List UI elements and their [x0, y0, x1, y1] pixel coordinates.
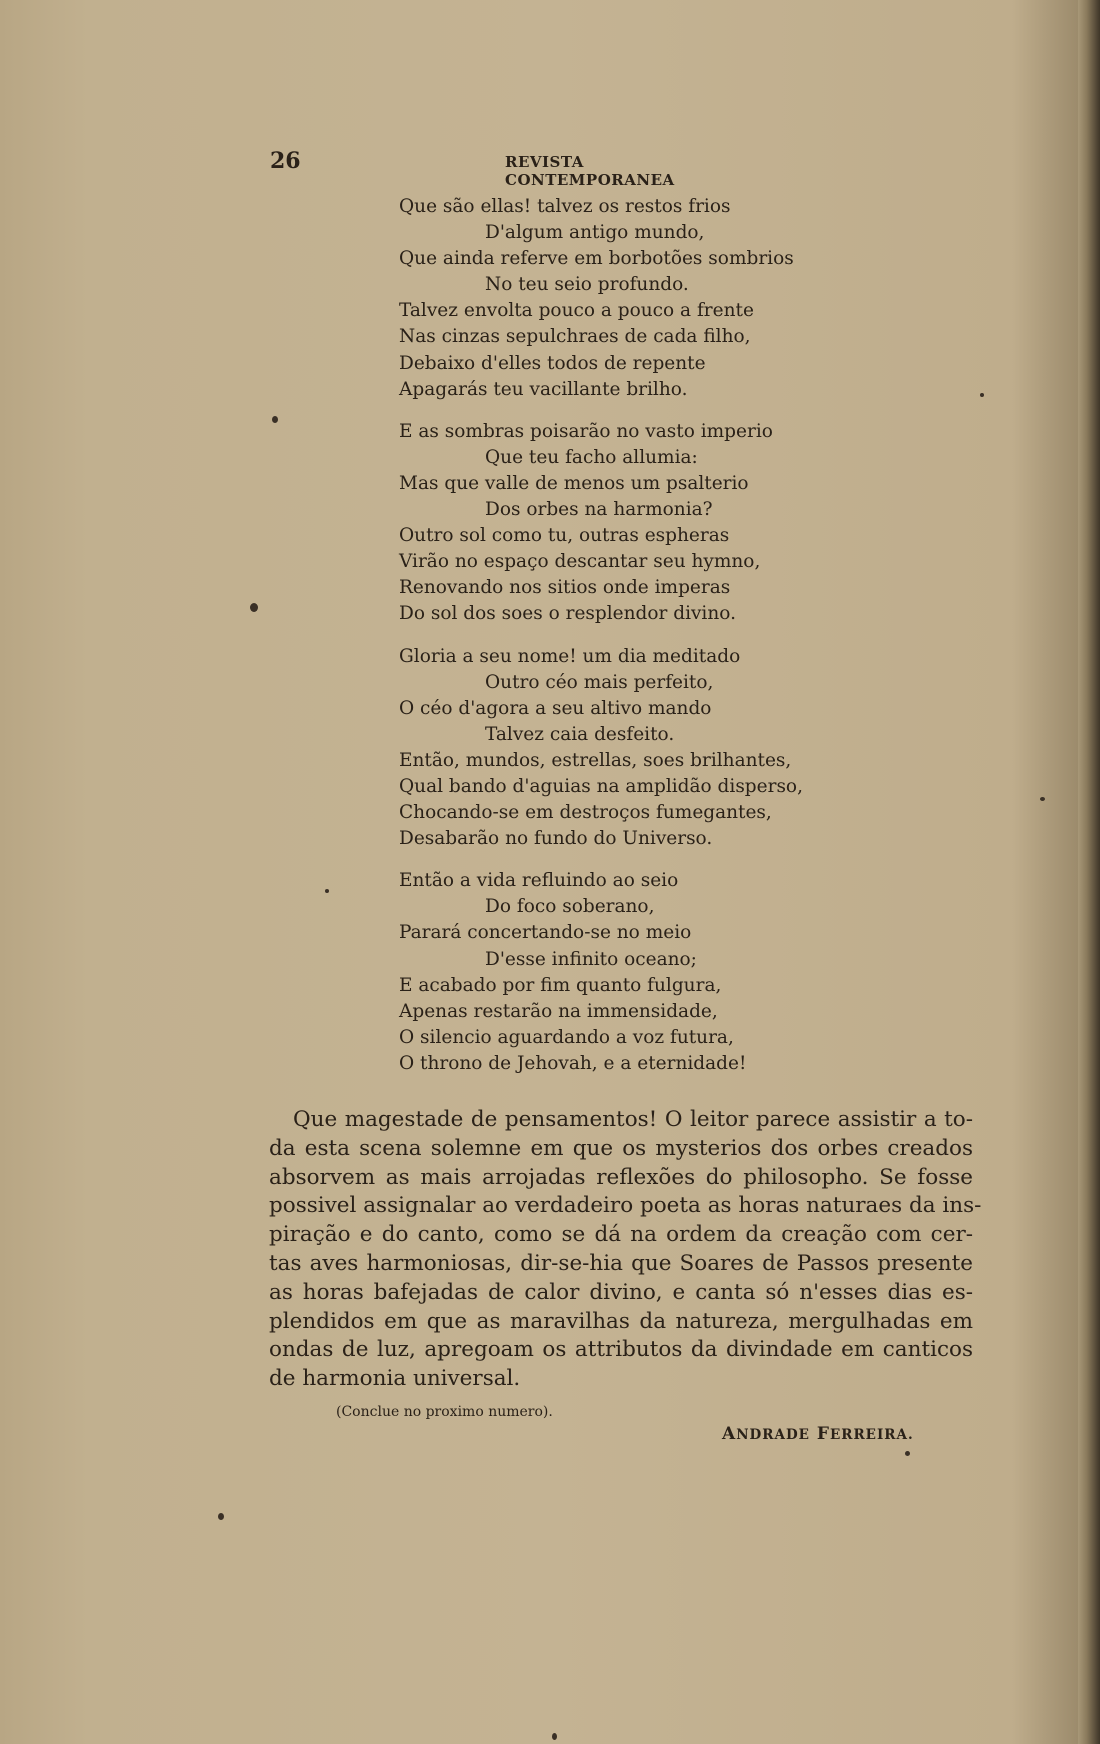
poem-line: Apagarás teu vacillante brilho.	[399, 378, 688, 400]
page-number: 26	[270, 148, 301, 174]
poem-line: Do foco soberano,	[485, 896, 655, 918]
poem-line: Apenas restarão na immensidade,	[399, 1000, 718, 1022]
poem-line: Renovando nos sitios onde imperas	[399, 577, 731, 599]
author-signature	[722, 1424, 914, 1444]
poem-line: D'algum antigo mundo,	[485, 222, 705, 244]
poem-line: E acabado por fim quanto fulgura,	[399, 974, 722, 996]
paper-speck	[325, 889, 329, 893]
prose-line: da esta scena solemne em que os mysterios dos orbes creados	[269, 1135, 973, 1161]
poem-stanza	[399, 644, 839, 853]
continuation-note: (Conclue no proximo numero).	[336, 1404, 553, 1420]
author-last-initial: F	[816, 1424, 830, 1444]
prose-line: Que magestade de pensamentos! O leitor parece assistir a to-	[293, 1107, 973, 1132]
poem-line: O céo d'agora a seu altivo mando	[399, 697, 712, 719]
prose-line: as horas bafejadas de calor divino, e canta só n'esses dias es-	[269, 1279, 973, 1305]
poem-line: Que ainda referve em borbotões sombrios	[399, 248, 794, 270]
page-spine-shadow	[1078, 0, 1100, 1744]
paper-speck	[552, 1733, 557, 1740]
prose-line: tas aves harmoniosas, dir-se-hia que Soares de Passos presente	[269, 1250, 973, 1276]
poem-line: Talvez caia desfeito.	[485, 723, 675, 745]
poem	[399, 194, 839, 1077]
poem-line: Qual bando d'aguias na amplidão disperso,	[399, 775, 803, 797]
running-title: REVISTA CONTEMPORANEA	[505, 153, 675, 189]
author-first-initial: A	[722, 1424, 737, 1444]
poem-line: Desabarão no fundo do Universo.	[399, 828, 713, 850]
paper-speck	[272, 416, 278, 423]
poem-line: D'esse infinito oceano;	[485, 948, 697, 970]
page-header	[270, 148, 750, 189]
paper-speck	[250, 603, 258, 612]
poem-line: Nas cinzas sepulchraes de cada filho,	[399, 326, 751, 348]
poem-line: Debaixo d'elles todos de repente	[399, 352, 706, 374]
poem-line: O silencio aguardando a voz futura,	[399, 1026, 734, 1048]
poem-line: Do sol dos soes o resplendor divino.	[399, 603, 736, 625]
poem-line: Outro céo mais perfeito,	[485, 671, 714, 693]
poem-line: Outro sol como tu, outras espheras	[399, 525, 730, 547]
author-first-rest: NDRADE	[736, 1427, 810, 1443]
poem-line: Que teu facho allumia:	[485, 446, 698, 468]
poem-line: Que são ellas! talvez os restos frios	[399, 196, 731, 217]
prose-line: plendidos em que as maravilhas da natureza, mergulhadas em	[269, 1308, 973, 1334]
poem-line: Chocando-se em destroços fumegantes,	[399, 802, 772, 824]
prose-paragraph	[269, 1106, 982, 1394]
prose-line: ondas de luz, apregoam os attributos da divindade em canticos	[269, 1337, 973, 1363]
paper-speck	[905, 1451, 910, 1456]
poem-line: E as sombras poisarão no vasto imperio	[399, 420, 773, 442]
prose-line: possivel assignalar ao verdadeiro poeta as horas naturaes da ins-	[269, 1193, 982, 1219]
poem-stanza	[399, 868, 839, 1077]
poem-line: Gloria a seu nome! um dia meditado	[399, 645, 741, 667]
poem-line: O throno de Jehovah, e a eternidade!	[399, 1052, 747, 1074]
prose-line: absorvem as mais arrojadas reflexões do philosopho. Se fosse	[269, 1164, 973, 1190]
poem-line: Então a vida refluindo ao seio	[399, 870, 679, 892]
poem-line: Virão no espaço descantar seu hymno,	[399, 551, 761, 573]
prose-line: de harmonia universal.	[269, 1366, 521, 1392]
paper-speck	[980, 393, 984, 397]
poem-stanza	[399, 419, 839, 628]
prose-line: piração e do canto, como se dá na ordem da creação com cer-	[269, 1222, 973, 1248]
poem-line: Mas que valle de menos um psalterio	[399, 472, 749, 494]
poem-line: Dos orbes na harmonia?	[485, 499, 713, 521]
poem-stanza	[399, 194, 839, 403]
poem-line: Então, mundos, estrellas, soes brilhantes,	[399, 749, 792, 771]
author-last-rest: ERREIRA.	[829, 1427, 914, 1443]
poem-line: No teu seio profundo.	[485, 274, 689, 296]
poem-line: Talvez envolta pouco a pouco a frente	[399, 300, 754, 322]
paper-speck	[1040, 797, 1045, 801]
paper-speck	[218, 1513, 224, 1520]
poem-line: Parará concertando-se no meio	[399, 922, 692, 944]
